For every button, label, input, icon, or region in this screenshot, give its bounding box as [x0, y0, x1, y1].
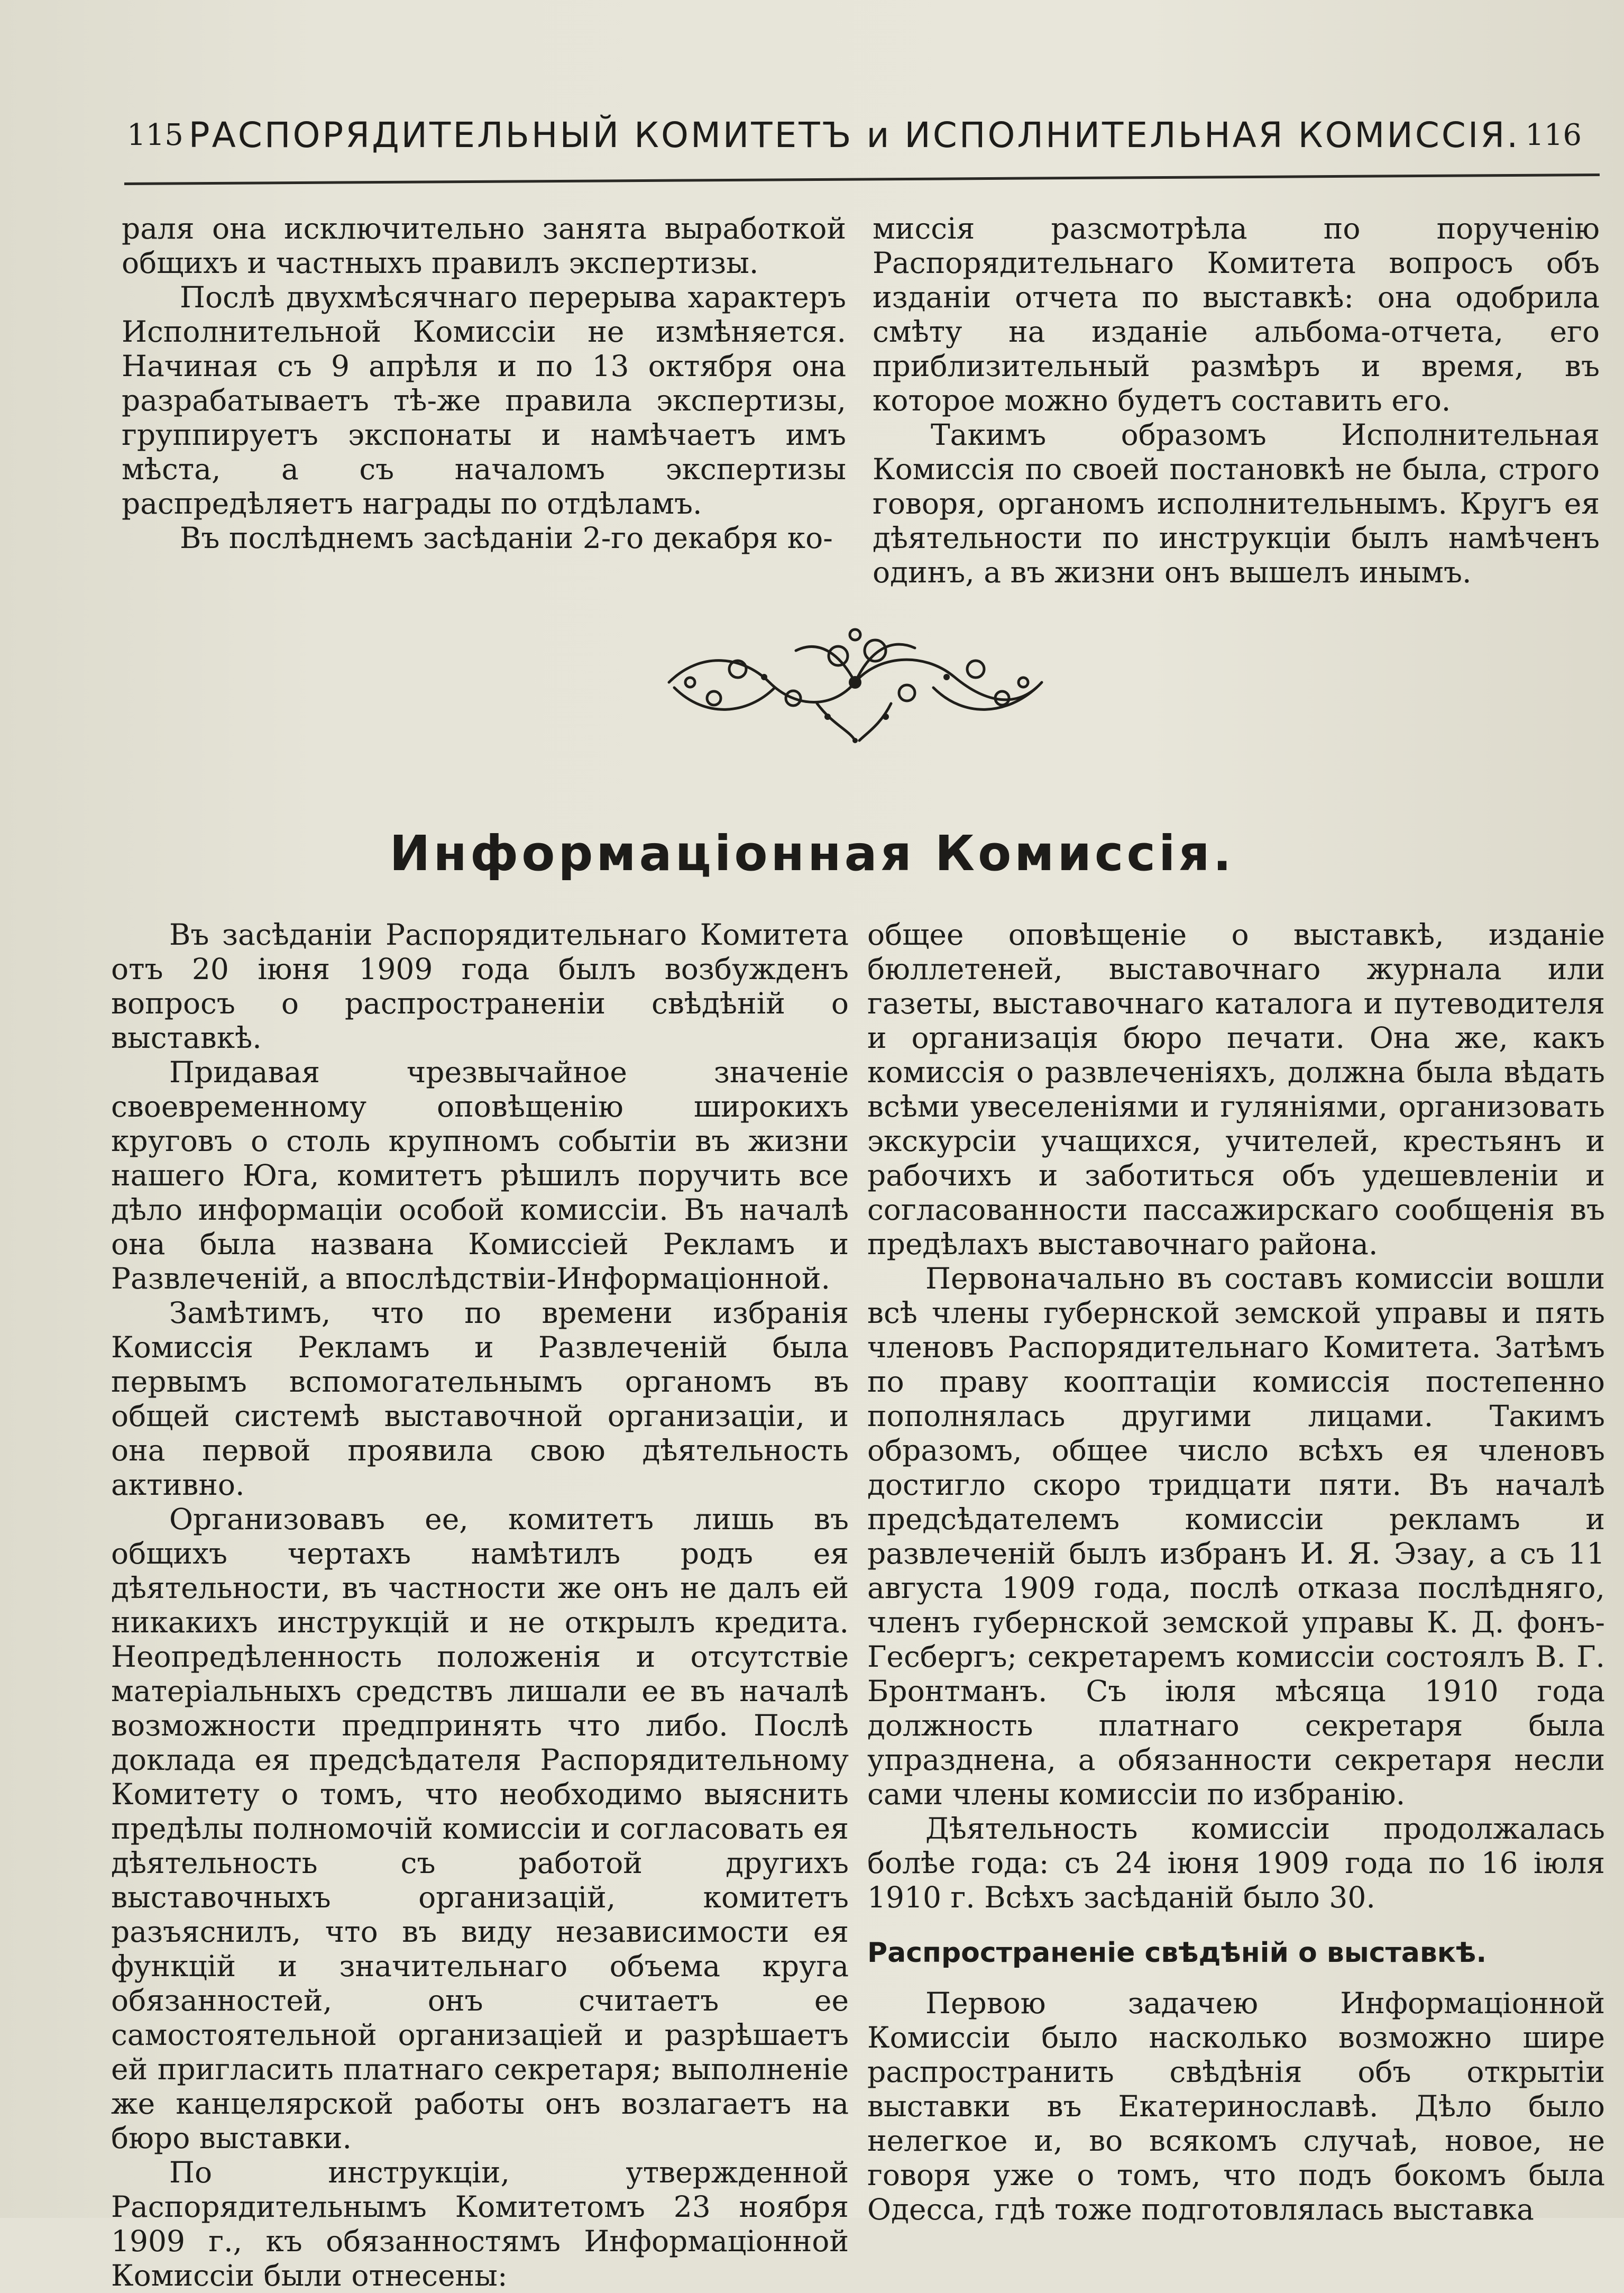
floral-ornament-icon — [658, 619, 1052, 746]
paragraph: Въ засѣданіи Распорядительнаго Комитета отъ 20 іюня 1909 года былъ возбужденъ вопросъ о распространеніи свѣдѣній о выставкѣ. — [111, 918, 849, 1055]
body-right-paragraphs — [867, 918, 1605, 1915]
top-left-column — [122, 212, 846, 555]
paragraph: Замѣтимъ, что по времени избранія Комиссія Рекламъ и Развлеченій была первымъ вспомогательнымъ органомъ въ общей системѣ выставочной организаціи, и она первой проявила свою дѣятельность активно. — [111, 1296, 849, 1502]
paragraph: Дѣятельность комиссіи продолжалась болѣе года: съ 24 іюня 1909 года по 16 іюля 1910 г. Всѣхъ засѣданій было 30. — [867, 1812, 1605, 1914]
running-title: РАСПОРЯДИТЕЛЬНЫЙ КОМИТЕТЪ и ИСПОЛНИТЕЛЬНАЯ КОМИССІЯ. — [188, 114, 1520, 156]
paragraph: общее оповѣщеніе о выставкѣ, изданіе бюллетеней, выставочнаго журнала или газеты, выставочнаго каталога и путеводителя и организація бюро печати. Она же, какъ комиссія о развлеченіяхъ, должна была вѣдать всѣми увеселеніями и гуляніями, организовать экскурсіи учащихся, учителей, крестьянъ и рабочихъ и заботиться объ удешевленіи и согласованности пассажирскаго сообщенія въ предѣлахъ выставочнаго района. — [867, 918, 1605, 1261]
paragraph: Послѣ двухмѣсячнаго перерыва характеръ Исполнительной Комиссіи не измѣняется. Начиная съ 9 апрѣля и по 13 октября она разрабатываетъ тѣ-же правила экспертизы, группируетъ экспонаты и намѣчаетъ имъ мѣста, а съ началомъ экспертизы распредѣляетъ награды по отдѣламъ. — [122, 280, 846, 520]
paragraph: миссія разсмотрѣла по порученію Распорядительнаго Комитета вопросъ объ изданіи отчета по выставкѣ: она одобрила смѣту на изданіе альбома-отчета, его приблизительный размѣръ и время, въ которое можно будетъ составить его. — [873, 212, 1600, 417]
paragraph: Организовавъ ее, комитетъ лишь въ общихъ чертахъ намѣтилъ родъ ея дѣятельности, въ частности же онъ не далъ ей никакихъ инструкцій и не открылъ кредита. Неопредѣленность положенія и отсутствіе матеріальныхъ средствъ лишали ее въ началѣ возможности предпринять что либо. Послѣ доклада ея предсѣдателя Распорядительному Комитету о томъ, что необходимо выяснить предѣлы полномочій комиссіи и согласовать ея дѣятельность съ работой другихъ выставочныхъ организацій, комитетъ разъяснилъ, что въ виду независимости ея функцій и значительнаго объема круга обязанностей, онъ считаетъ ее самостоятельной организаціей и разрѣшаетъ ей пригласить платнаго секретаря; выполненіе же канцелярской работы онъ возлагаетъ на бюро выставки. — [111, 1502, 849, 2155]
header-rule — [124, 173, 1600, 185]
section-title: Информаціонная Комиссія. — [389, 825, 1235, 882]
body-right-column — [867, 918, 1605, 2227]
body-left-column — [111, 918, 849, 2293]
paragraph: Первоначально въ составъ комиссіи вошли всѣ члены губернской земской управы и пять членовъ Распорядительнаго Комитета. Затѣмъ по праву кооптаціи комиссія постепенно пополнялась другими лицами. Такимъ образомъ, общее число всѣхъ ея членовъ достигло скоро тридцати пяти. Въ началѣ предсѣдателемъ комиссіи рекламъ и развлеченій былъ избранъ И. Я. Эзау, а съ 11 августа 1909 года, послѣ отказа послѣдняго, членъ губернской земской управы К. Д. фонъ-Гесбергъ; секретаремъ комиссіи состоялъ В. Г. Бронтманъ. Съ іюля мѣсяца 1910 года должность платнаго секретаря была упразднена, а обязанности секретаря несли сами члены комиссіи по избранію. — [867, 1262, 1605, 1811]
paragraph: Первою задачею Информаціонной Комиссіи было насколько возможно шире распространить свѣдѣнія объ открытіи выставки въ Екатеринославѣ. Дѣло было нелегкое и, во всякомъ случаѣ, новое, не говоря уже о томъ, что подъ бокомъ была Одесса, гдѣ тоже подготовлялась выставка — [867, 1986, 1605, 2226]
top-right-column — [873, 212, 1600, 590]
paragraph: раля она исключительно занята выработкой общихъ и частныхъ правилъ экспертизы. — [122, 212, 846, 280]
paragraph: Придавая чрезвычайное значеніе своевременному оповѣщенію широкихъ круговъ о столь крупномъ событіи въ жизни нашего Юга, комитетъ рѣшилъ поручить все дѣло информаціи особой комиссіи. Въ началѣ она была названа Комиссіей Рекламъ и Развлеченій, а впослѣдствіи-Информаціонной. — [111, 1055, 849, 1295]
right-page-number: 116 — [1525, 117, 1582, 152]
body-right-after-paragraphs — [867, 1986, 1605, 2227]
paragraph: Такимъ образомъ Исполнительная Комиссія по своей постановкѣ не была, строго говоря, органомъ исполнительнымъ. Кругъ ея дѣятельности по инструкціи былъ намѣченъ одинъ, а въ жизни онъ вышелъ инымъ. — [873, 418, 1600, 589]
left-page-number: 115 — [127, 117, 183, 152]
subheading: Распространеніе свѣдѣній о выставкѣ. — [867, 1937, 1487, 1969]
page-header — [127, 103, 1582, 167]
paragraph: Въ послѣднемъ засѣданіи 2-го декабря ко- — [180, 521, 833, 555]
paragraph: По инструкціи, утвержденной Распорядительнымъ Комитетомъ 23 ноября 1909 г., къ обязанностямъ Информаціонной Комиссіи были отнесены: — [111, 2155, 849, 2292]
